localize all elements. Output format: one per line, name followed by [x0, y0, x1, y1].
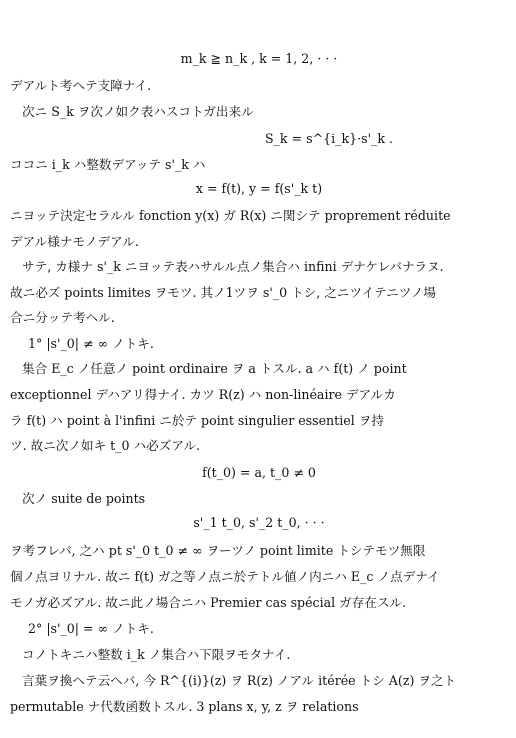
case-heading-2: 2° |s'_0| = ∞ ノトキ. — [28, 621, 154, 636]
text-line: ヲ考フレバ, 之ハ pt s'_0 t_0 ≠ ∞ ヲーツノ point limite トシテモツ無限 — [10, 543, 426, 558]
text-line: permutable ナ代数函数トスル. 3 plans x, y, z ヲ relations — [10, 699, 359, 714]
text-line: 次ニ S_k ヲ次ノ如ク表ハスコトガ出来ル — [22, 104, 254, 119]
text-line: デアル様ナモノデアル. — [10, 234, 139, 249]
text-line: ココニ i_k ハ整数デアッテ s'_k ハ — [10, 157, 206, 172]
text-line: exceptionnel デハアリ得ナイ. カツ R(z) ハ non-linéaire デアルカ — [10, 387, 396, 402]
formula-s-k: S_k = s^{i_k}·s'_k . — [265, 131, 393, 146]
formula-f-t0: f(t_0) = a, t_0 ≠ 0 — [202, 465, 316, 480]
formula-m-n: m_k ≧ n_k , k = 1, 2, · · · — [180, 51, 338, 66]
text-line: ラ f(t) ハ point à l'infini ニ於テ point singulier essentiel ヲ持 — [10, 413, 384, 428]
text-line: モノガ必ズアル. 故ニ此ノ場合ニハ Premier cas spécial ガ存在スル. — [10, 595, 407, 610]
text-line: コノトキニハ整数 i_k ノ集合ハ下限ヲモタナイ. — [22, 647, 291, 662]
text-line: 集合 E_c ノ任意ノ point ordinaire ヲ a トスル. a ハ f(t) ノ point — [22, 361, 407, 376]
text-line: 合ニ分ッテ考ヘル. — [10, 310, 115, 325]
text-line: 故ニ必ズ points limites ヲモツ. 其ノ1ツヲ s'_0 トシ, 之ニツイテニツノ場 — [10, 285, 437, 300]
formula-suite: s'_1 t_0, s'_2 t_0, · · · — [193, 515, 325, 530]
text-line: 次ノ suite de points — [22, 491, 146, 506]
text-line: サテ, カ様ナ s'_k ニヨッテ表ハサルル点ノ集合ハ infini デナケレバナラヌ. — [22, 259, 444, 274]
text-line: デアルト考ヘテ支障ナイ. — [10, 78, 152, 93]
case-heading-1: 1° |s'_0| ≠ ∞ ノトキ. — [28, 336, 154, 351]
text-line: ニヨッテ決定セラルル fonction y(x) ガ R(x) ニ関シテ proprement réduite — [10, 208, 451, 223]
text-line: ツ. 故ニ次ノ如キ t_0 ハ必ズアル. — [10, 438, 201, 453]
text-line: 言葉ヲ換ヘテ云ヘバ, 今 R^{(i)}(z) ヲ R(z) ノアル itérée トシ A(z) ヲ之ト — [22, 673, 457, 688]
formula-x-y: x = f(t), y = f(s'_k t) — [195, 181, 323, 196]
text-line: 個ノ点ヨリナル. 故ニ f(t) ガ之等ノ点ニ於テトル値ノ内ニハ E_c ノ点デナイ — [10, 569, 440, 584]
